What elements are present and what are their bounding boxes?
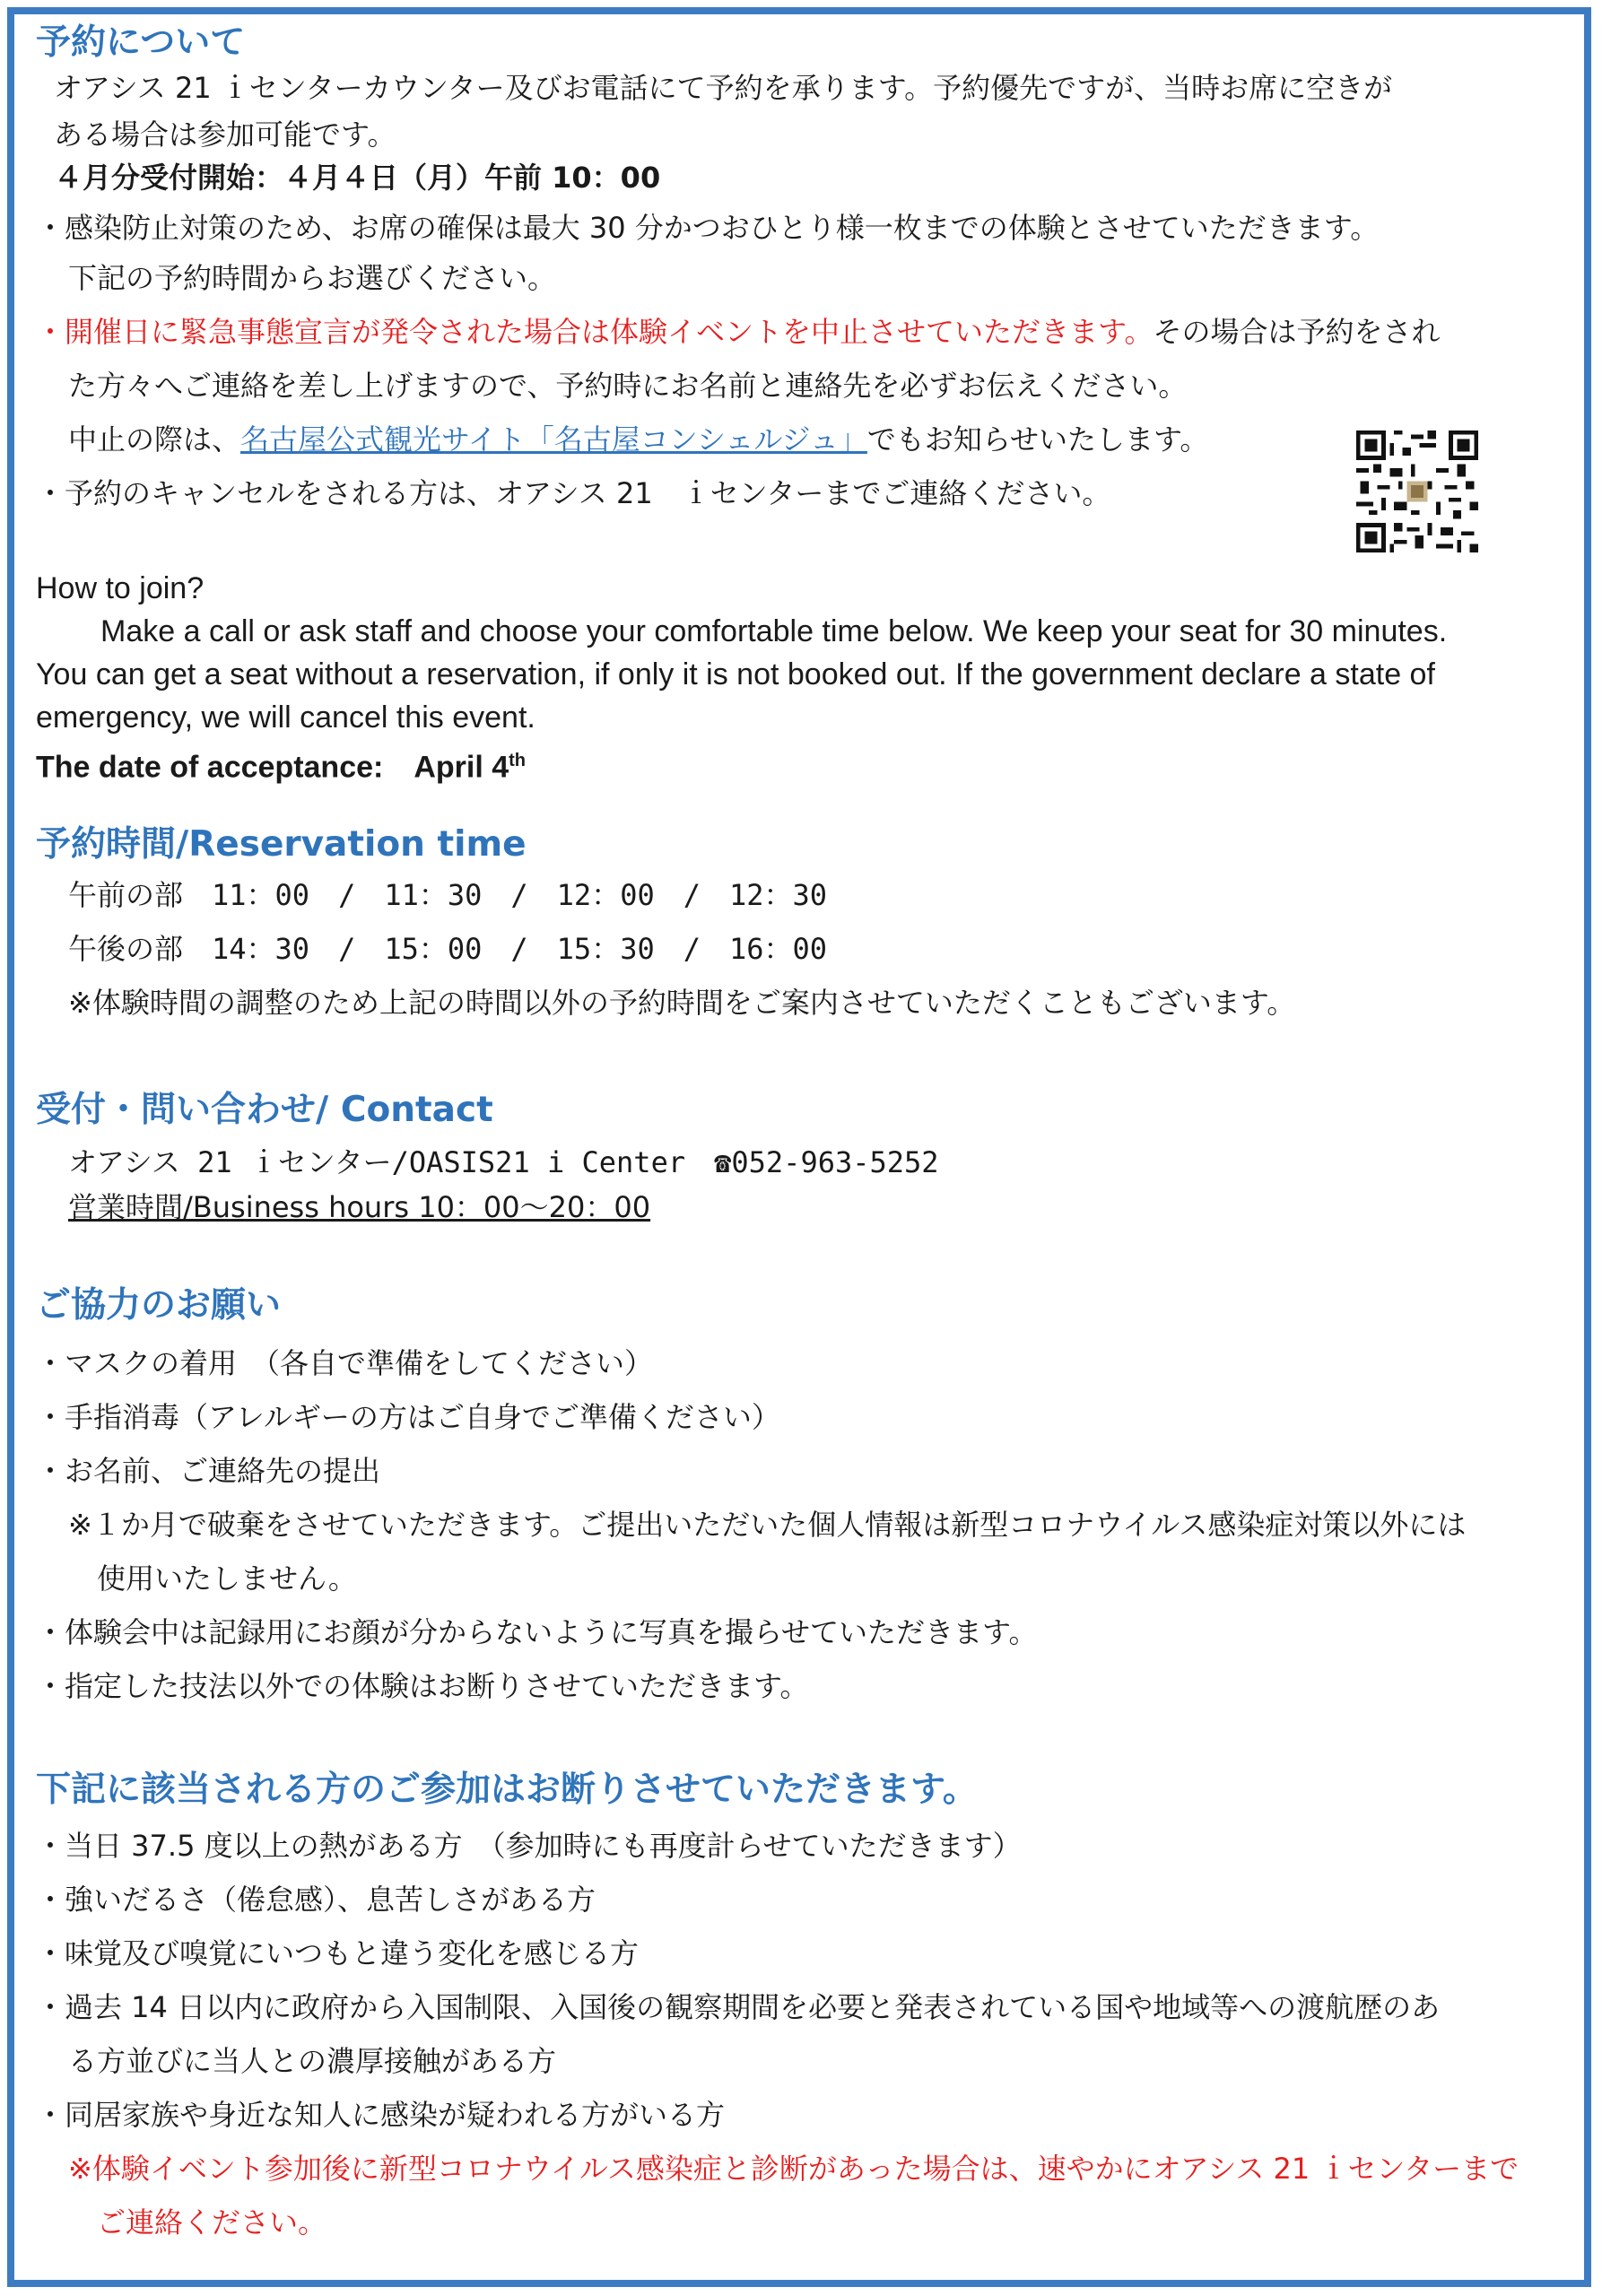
english-line2: You can get a seat without a reservation, if only it is not booked out. If the government declare a state of — [36, 657, 1435, 691]
decline-item: ・味覚及び嗅覚にいつもと違う変化を感じる方 — [36, 1936, 640, 1970]
reservation-start-date: ４月分受付開始：４月４日（月）午前 10：00 — [54, 161, 661, 195]
afternoon-times: 午後の部 14：30 / 15：00 / 15：30 / 16：00 — [68, 932, 828, 966]
cooperation-item: ・お名前、ご連絡先の提出 — [36, 1454, 381, 1488]
reservation-bullet1-line2: 下記の予約時間からお選びください。 — [68, 261, 557, 295]
contact-center-name: オアシス 21 ｉセンター/OASIS21 i Center — [68, 1145, 715, 1179]
acceptance-date-sup: th — [509, 751, 527, 770]
decline-item: ・同居家族や身近な知人に感染が疑われる方がいる方 — [36, 2098, 726, 2132]
decline-item: る方並びに当人との濃厚接触がある方 — [68, 2044, 557, 2078]
reservation-bullet2-line2: た方々へご連絡を差し上げますので、予約時にお名前と連絡先を必ずお伝えください。 — [68, 369, 1188, 403]
contact-phone[interactable]: 052-963-5252 — [731, 1145, 939, 1179]
reservation-bullet2-line3 — [68, 422, 1208, 457]
phone-icon: ☎ — [714, 1145, 732, 1179]
decline-item: ・強いだるさ（倦怠感）、息苦しさがある方 — [36, 1883, 596, 1917]
acceptance-date — [36, 739, 526, 788]
cooperation-item: ・指定した技法以外での体験はお断りさせていただきます。 — [36, 1669, 809, 1703]
cooperation-item: ・手指消毒（アレルギーの方はご自身でご準備ください） — [36, 1400, 780, 1434]
english-line3: emergency, we will cancel this event. — [36, 700, 535, 735]
decline-item: ・過去 14 日以内に政府から入国制限、入国後の観察期間を必要と発表されている国や地域等への渡航歴のあ — [36, 1990, 1441, 2024]
reservation-intro-line1: オアシス 21 ｉセンターカウンター及びお電話にて予約を承ります。予約優先ですが、当時お席に空きが — [54, 71, 1393, 105]
cooperation-item: 使用いたしません。 — [97, 1561, 357, 1596]
reservation-bullet2-line1 — [36, 314, 1440, 350]
cooperation-item: ※１か月で破棄をさせていただきます。ご提出いただいた個人情報は新型コロナウイルス感染症対策以外には — [68, 1508, 1467, 1542]
contact-heading: 受付・問い合わせ/ Contact — [36, 1090, 493, 1130]
reservation-time-note: ※体験時間の調整のため上記の時間以外の予約時間をご案内させていただくこともございます。 — [68, 986, 1296, 1020]
reservation-bullet2-rest: その場合は予約をされ — [1153, 315, 1441, 349]
acceptance-date-label: The date of acceptance: April 4 — [36, 750, 509, 785]
reservation-heading: 予約について — [36, 22, 246, 63]
decline-item: ・当日 37.5 度以上の熱がある方 （参加時にも再度計らせていただきます） — [36, 1829, 1022, 1863]
cooperation-item: ・体験会中は記録用にお顔が分からないように写真を撮らせていただきます。 — [36, 1615, 1038, 1649]
infection-report-note-line1: ※体験イベント参加後に新型コロナウイルス感染症と診断があった場合は、速やかにオアシス 21 ｉセンターまで — [68, 2152, 1519, 2186]
nagoya-concierge-link[interactable]: 名古屋公式観光サイト「名古屋コンシェルジュ」 — [240, 422, 867, 457]
cooperation-item: ・マスクの着用 （各自で準備をしてください） — [36, 1346, 654, 1380]
reservation-link-post: でもお知らせいたします。 — [866, 422, 1209, 457]
morning-times: 午前の部 11：00 / 11：30 / 12：00 / 12：30 — [68, 878, 828, 912]
business-hours: 営業時間/Business hours 10：00～20：00 — [68, 1190, 651, 1224]
contact-center — [68, 1144, 939, 1180]
infection-report-note-line2: ご連絡ください。 — [97, 2205, 327, 2239]
reservation-link-pre: 中止の際は、 — [68, 422, 241, 457]
english-question: How to join? — [36, 571, 205, 605]
reservation-time-heading: 予約時間/Reservation time — [36, 824, 527, 865]
qr-code-icon[interactable] — [1356, 430, 1478, 552]
cooperation-heading: ご協力のお願い — [36, 1285, 282, 1326]
reservation-intro-line2: ある場合は参加可能です。 — [54, 117, 396, 152]
english-line1: Make a call or ask staff and choose your comfortable time below. We keep your seat for 30 minutes. — [100, 614, 1448, 648]
emergency-cancel-notice: ・開催日に緊急事態宣言が発令された場合は体験イベントを中止させていただきます。 — [36, 315, 1154, 349]
reservation-bullet1-line1: ・感染防止対策のため、お席の確保は最大 30 分かつおひとり様一枚までの体験とさせていただきます。 — [36, 211, 1380, 245]
reservation-bullet3: ・予約のキャンセルをされる方は、オアシス 21 ｉセンターまでご連絡ください。 — [36, 476, 1111, 510]
decline-heading: 下記に該当される方のご参加はお断りさせていただきます。 — [36, 1770, 978, 1810]
